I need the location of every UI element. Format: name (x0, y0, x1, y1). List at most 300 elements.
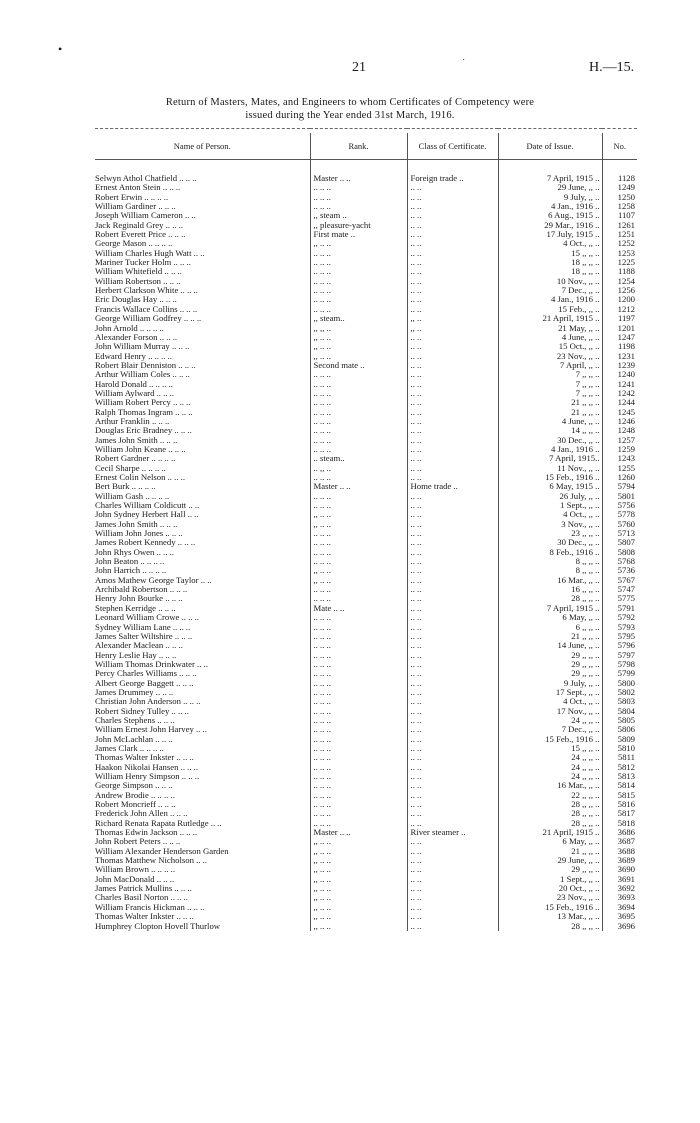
rank: ,, .. .. (310, 903, 407, 912)
table-row (95, 585, 637, 594)
person-name: William Robert Percy .. .. .. (95, 398, 191, 408)
person-name: Robert Moncrieff .. .. .. (95, 800, 176, 810)
table-row (95, 454, 637, 463)
rank: .. .. .. (310, 744, 407, 753)
certificate-number: 3689 (602, 856, 637, 865)
certificate-class: .. .. (407, 837, 498, 846)
certificate-number: 3695 (602, 912, 637, 921)
date-of-issue: 24 ,, ,, .. (498, 763, 602, 772)
rank: .. .. .. (310, 370, 407, 379)
table-row (95, 239, 637, 248)
rank: .. steam.. (310, 454, 407, 463)
date-of-issue: 8 ,, ,, .. (498, 566, 602, 575)
certificate-class: .. .. (407, 305, 498, 314)
person-name: Ralph Thomas Ingram .. .. .. (95, 407, 193, 417)
table-row (95, 632, 637, 641)
certificate-class: .. .. (407, 585, 498, 594)
table-row (95, 594, 637, 603)
certificate-number: 1253 (602, 249, 637, 258)
certificate-class: .. .. (407, 912, 498, 921)
rank: .. .. .. (310, 763, 407, 772)
date-of-issue: 21 ,, ,, .. (498, 398, 602, 407)
table-row (95, 473, 637, 482)
certificate-number: 3688 (602, 847, 637, 856)
certificate-number: 1107 (602, 211, 637, 220)
certificate-number: 1188 (602, 267, 637, 276)
date-of-issue: 6 May, ,, .. (498, 837, 602, 846)
table-row (95, 501, 637, 510)
table-row (95, 660, 637, 669)
date-of-issue: 1 Sept., ,, .. (498, 501, 602, 510)
rank: .. .. .. (310, 735, 407, 744)
person-name: William John Keane .. .. .. (95, 444, 186, 454)
person-name: James Clark .. .. .. .. (95, 743, 164, 753)
person-name: Charles Basil Norton .. .. .. (95, 893, 188, 903)
person-name: Mariner Tucker Holm .. .. .. (95, 258, 191, 268)
certificate-class: .. .. (407, 295, 498, 304)
certificate-class: .. .. (407, 221, 498, 230)
date-of-issue: 21 April, 1915 .. (498, 314, 602, 323)
certificate-class: .. .. (407, 641, 498, 650)
person-name: Bert Burk .. .. .. .. (95, 482, 156, 492)
rank: .. .. .. (310, 426, 407, 435)
date-of-issue: 29 ,, ,, .. (498, 660, 602, 669)
certificate-number: 3693 (602, 893, 637, 902)
table-row (95, 183, 637, 192)
table-row (95, 865, 637, 874)
rank: ,, pleasure-yacht (310, 221, 407, 230)
date-of-issue: 6 May, ,, .. (498, 613, 602, 622)
certificate-class: .. .. (407, 576, 498, 585)
certificate-class: .. .. (407, 893, 498, 902)
date-of-issue: 21 May, ,, .. (498, 324, 602, 333)
table-row (95, 809, 637, 818)
person-name: John Robert Peters .. .. .. (95, 837, 181, 847)
date-of-issue: 23 ,, ,, .. (498, 529, 602, 538)
date-of-issue: 15 ,, ,, .. (498, 249, 602, 258)
person-name: Robert Sidney Tulley .. .. .. (95, 706, 189, 716)
table-row (95, 314, 637, 323)
table-row (95, 791, 637, 800)
person-name: Selwyn Athol Chatfield .. .. .. (95, 174, 197, 183)
certificate-class: .. .. (407, 510, 498, 519)
margin-mark: • (58, 42, 63, 56)
person-name: Cecil Sharpe .. .. .. .. (95, 463, 166, 473)
date-of-issue: 6 ,, ,, .. (498, 623, 602, 632)
certificate-class: .. .. (407, 464, 498, 473)
person-name: Percy Charles Williams .. .. .. (95, 669, 197, 679)
certificate-number: 1255 (602, 464, 637, 473)
certificate-number: 5756 (602, 501, 637, 510)
date-of-issue: 15 ,, ,, .. (498, 744, 602, 753)
certificate-class: .. .. (407, 454, 498, 463)
date-of-issue: 4 June, ,, .. (498, 417, 602, 426)
table-row (95, 669, 637, 678)
certificate-number: 1243 (602, 454, 637, 463)
certificate-class: .. .. (407, 688, 498, 697)
table-row (95, 604, 637, 613)
date-of-issue: 11 Nov., ,, .. (498, 464, 602, 473)
person-name: Charles Stephens .. .. .. (95, 715, 175, 725)
certificate-class: .. .. (407, 548, 498, 557)
certificate-class: .. .. (407, 352, 498, 361)
table-row (95, 342, 637, 351)
certificate-class: .. .. (407, 520, 498, 529)
date-of-issue: 15 Feb., 1916 .. (498, 473, 602, 482)
certificate-number: 5813 (602, 772, 637, 781)
certificate-number: 1256 (602, 286, 637, 295)
rank: .. .. .. (310, 436, 407, 445)
certificate-class: ,, .. (407, 324, 498, 333)
certificate-class: .. .. (407, 492, 498, 501)
certificate-number: 5792 (602, 613, 637, 622)
person-name: Jack Reginald Grey .. .. .. (95, 220, 184, 230)
certificate-number: 5811 (602, 753, 637, 762)
date-of-issue: 4 Oct., ,, .. (498, 239, 602, 248)
certificate-number: 5747 (602, 585, 637, 594)
certificate-number: 3696 (602, 922, 637, 931)
table-row (95, 211, 637, 220)
certificate-class: Home trade .. (407, 482, 498, 491)
table-row (95, 389, 637, 398)
rank: .. .. .. (310, 295, 407, 304)
title-line-2: issued during the Year ended 31st March, 1916. (245, 110, 455, 121)
rank: .. .. .. (310, 538, 407, 547)
certificate-class: .. .. (407, 922, 498, 931)
date-of-issue: 15 Oct., ,, .. (498, 342, 602, 351)
certificate-number: 5798 (602, 660, 637, 669)
table-row (95, 641, 637, 650)
person-name: William Aylward .. .. .. (95, 388, 174, 398)
certificate-class: .. .. (407, 566, 498, 575)
certificate-class: .. .. (407, 594, 498, 603)
person-name: Haakon Nikolai Hansen .. .. .. (95, 762, 199, 772)
certificate-number: 3692 (602, 884, 637, 893)
rank: ,, .. .. (310, 912, 407, 921)
page-header (0, 60, 700, 80)
date-of-issue: 8 Feb., 1916 .. (498, 548, 602, 557)
date-of-issue: 18 ,, ,, .. (498, 267, 602, 276)
date-of-issue: 6 Aug., 1915 .. (498, 211, 602, 220)
date-of-issue: 4 Oct., ,, .. (498, 697, 602, 706)
date-of-issue: 21 April, 1915 .. (498, 828, 602, 837)
rank: .. .. .. (310, 594, 407, 603)
rank: .. .. .. (310, 781, 407, 790)
table-row (95, 697, 637, 706)
person-name: Andrew Brodie .. .. .. .. (95, 790, 175, 800)
date-of-issue: 4 Jan., 1916 .. (498, 202, 602, 211)
date-of-issue: 23 Nov., ,, .. (498, 893, 602, 902)
person-name: John Harrich .. .. .. .. (95, 566, 167, 576)
person-name: Frederick John Allen .. .. .. (95, 809, 188, 819)
certificate-class: .. .. (407, 819, 498, 828)
date-of-issue: 16 Mar., ,, .. (498, 576, 602, 585)
certificate-number: 5818 (602, 819, 637, 828)
person-name: Robert Blair Denniston .. .. .. (95, 360, 196, 370)
person-name: George Mason .. .. .. .. (95, 239, 173, 249)
table-row (95, 398, 637, 407)
person-name: Archibald Robertson .. .. .. (95, 585, 188, 595)
date-of-issue: 20 Oct., ,, .. (498, 884, 602, 893)
date-of-issue: 18 ,, ,, .. (498, 258, 602, 267)
rank: ,, steam .. (310, 211, 407, 220)
table-spacer (95, 160, 637, 175)
certificate-number: 3686 (602, 828, 637, 837)
certificates-table (95, 128, 637, 931)
person-name: James John Smith .. .. .. (95, 435, 178, 445)
rank: .. .. .. (310, 651, 407, 660)
table-header-row (95, 133, 637, 160)
certificate-number: 5810 (602, 744, 637, 753)
certificate-number: 5796 (602, 641, 637, 650)
rank: .. .. .. (310, 277, 407, 286)
date-of-issue: 29 Mar., 1916 .. (498, 221, 602, 230)
table-row (95, 305, 637, 314)
rank: ,, .. .. (310, 856, 407, 865)
rank: .. .. .. (310, 679, 407, 688)
date-of-issue: 13 Mar., ,, .. (498, 912, 602, 921)
rank: .. .. .. (310, 202, 407, 211)
date-of-issue: 7 April, 1915.. (498, 454, 602, 463)
table-row (95, 613, 637, 622)
rank: .. .. .. (310, 688, 407, 697)
date-of-issue: 8 ,, ,, .. (498, 557, 602, 566)
certificate-class: .. .. (407, 772, 498, 781)
rank: .. .. .. (310, 380, 407, 389)
person-name: Arthur Franklin .. .. .. (95, 416, 170, 426)
rank: ,, .. .. (310, 352, 407, 361)
table-row (95, 258, 637, 267)
rank: .. .. .. (310, 669, 407, 678)
person-name: John Arnold .. .. .. .. (95, 323, 164, 333)
table-row (95, 847, 637, 856)
certificate-class: .. .. (407, 380, 498, 389)
person-name: Stephen Kerridge .. .. .. (95, 603, 176, 613)
certificate-number: 5803 (602, 697, 637, 706)
rank: .. .. .. (310, 193, 407, 202)
rank: ,, .. .. (310, 576, 407, 585)
person-name: William Thomas Drinkwater .. .. (95, 659, 208, 669)
table-row (95, 408, 637, 417)
certificate-number: 5775 (602, 594, 637, 603)
person-name: William Gash .. .. .. .. (95, 491, 170, 501)
rank: ,, steam.. (310, 314, 407, 323)
certificate-number: 1198 (602, 342, 637, 351)
rank: ,, .. .. (310, 342, 407, 351)
date-of-issue: 4 Jan., 1916 .. (498, 295, 602, 304)
certificate-number: 5768 (602, 557, 637, 566)
rank: .. .. .. (310, 267, 407, 276)
table-row (95, 576, 637, 585)
table-row (95, 492, 637, 501)
rank: .. .. .. (310, 819, 407, 828)
person-name: William Whitefield .. .. .. (95, 267, 182, 277)
date-of-issue: 22 ,, ,, .. (498, 791, 602, 800)
table-row (95, 623, 637, 632)
rank: ,, .. .. (310, 865, 407, 874)
date-of-issue: 7 Dec., ,, .. (498, 286, 602, 295)
table-row (95, 566, 637, 575)
rank: .. .. .. (310, 809, 407, 818)
date-of-issue: 29 June, ,, .. (498, 183, 602, 192)
person-name: Thomas Walter Inkster .. .. .. (95, 912, 194, 922)
rank: .. .. .. (310, 398, 407, 407)
table-row (95, 548, 637, 557)
date-of-issue: 21 ,, ,, .. (498, 408, 602, 417)
date-of-issue: 15 Feb., 1916 .. (498, 903, 602, 912)
certificate-class: .. .. (407, 445, 498, 454)
page-number: 21 (352, 60, 366, 75)
certificate-class: .. .. (407, 529, 498, 538)
date-of-issue: 24 ,, ,, .. (498, 772, 602, 781)
rank: ,, ,, .. (310, 324, 407, 333)
person-name: Alexander Forson .. .. .. (95, 332, 178, 342)
column-header-number: No. (602, 133, 637, 160)
rank: Master .. .. (310, 174, 407, 183)
person-name: Thomas Walter Inkster .. .. .. (95, 753, 194, 763)
certificate-class: .. .. (407, 800, 498, 809)
table-row (95, 557, 637, 566)
rank: .. .. .. (310, 408, 407, 417)
person-name: Henry John Bourke .. .. .. (95, 594, 183, 604)
person-name: Francis Wallace Collins .. .. .. (95, 304, 198, 314)
certificate-class: .. .. (407, 183, 498, 192)
certificate-class: .. .. (407, 623, 498, 632)
certificate-number: 3687 (602, 837, 637, 846)
person-name: Alexander Maclean .. .. .. (95, 641, 183, 651)
person-name: William Brown .. .. .. .. (95, 865, 176, 875)
rank: First mate .. (310, 230, 407, 239)
rank: ,, .. .. (310, 520, 407, 529)
table-row (95, 436, 637, 445)
table-row (95, 781, 637, 790)
rank: ,, .. .. (310, 875, 407, 884)
certificate-number: 5814 (602, 781, 637, 790)
person-name: James Drummey .. .. .. (95, 687, 174, 697)
column-header-name: Name of Person. (95, 133, 310, 160)
table-row (95, 352, 637, 361)
certificate-number: 5809 (602, 735, 637, 744)
person-name: Henry Leslie Hay .. .. .. (95, 650, 177, 660)
date-of-issue: 3 Nov., ,, .. (498, 520, 602, 529)
person-name: Thomas Edwin Jackson .. .. .. (95, 828, 198, 838)
certificate-class: .. .. (407, 193, 498, 202)
certificate-number: 5736 (602, 566, 637, 575)
certificate-number: 5812 (602, 763, 637, 772)
page-title (60, 96, 640, 122)
table-row (95, 903, 637, 912)
rank: .. .. .. (310, 800, 407, 809)
person-name: Harold Donald .. .. .. .. (95, 379, 173, 389)
certificate-number: 1254 (602, 277, 637, 286)
table-row (95, 445, 637, 454)
certificate-class: .. .. (407, 791, 498, 800)
table-row (95, 716, 637, 725)
certificate-number: 5800 (602, 679, 637, 688)
certificate-class: .. .. (407, 239, 498, 248)
date-of-issue: 10 Nov., ,, .. (498, 277, 602, 286)
person-name: Edward Henry .. .. .. .. (95, 351, 172, 361)
certificate-number: 5801 (602, 492, 637, 501)
certificate-class: .. .. (407, 632, 498, 641)
certificate-number: 5793 (602, 623, 637, 632)
date-of-issue: 30 Dec., ,, .. (498, 538, 602, 547)
rank: ,, .. .. (310, 239, 407, 248)
date-of-issue: 7 April, 1915 .. (498, 174, 602, 183)
person-name: Thomas Matthew Nicholson .. .. (95, 856, 207, 866)
person-name: James Patrick Mullins .. .. .. (95, 884, 192, 894)
certificate-number: 1239 (602, 361, 637, 370)
certificate-class: .. .. (407, 473, 498, 482)
person-name: Joseph William Cameron .. .. (95, 211, 196, 221)
certificate-number: 3690 (602, 865, 637, 874)
certificate-class: .. .. (407, 361, 498, 370)
certificate-class: .. .. (407, 342, 498, 351)
certificate-number: 1212 (602, 305, 637, 314)
rank: .. .. .. (310, 641, 407, 650)
certificate-class: .. .. (407, 847, 498, 856)
certificate-class: .. .. (407, 753, 498, 762)
person-name: Eric Douglas Hay .. .. .. (95, 295, 177, 305)
table-row (95, 510, 637, 519)
table-row (95, 202, 637, 211)
person-name: Robert Erwin .. .. .. .. (95, 192, 169, 202)
certificate-number: 1246 (602, 417, 637, 426)
certificate-number: 5807 (602, 538, 637, 547)
rank: .. .. .. (310, 417, 407, 426)
date-of-issue: 26 July, ,, .. (498, 492, 602, 501)
table-row (95, 744, 637, 753)
table-row (95, 763, 637, 772)
certificate-class: .. .. (407, 426, 498, 435)
date-of-issue: 28 ,, ,, .. (498, 800, 602, 809)
person-name: Robert Everett Price .. .. .. (95, 230, 186, 240)
certificate-number: 1244 (602, 398, 637, 407)
date-of-issue: 28 ,, ,, .. (498, 922, 602, 931)
date-of-issue: 9 July, ,, .. (498, 193, 602, 202)
certificate-number: 1197 (602, 314, 637, 323)
date-of-issue: 16 ,, ,, .. (498, 585, 602, 594)
certificate-number: 1249 (602, 183, 637, 192)
certificate-class: .. .. (407, 707, 498, 716)
certificate-class: Foreign trade .. (407, 174, 498, 183)
person-name: Douglas Eric Bradney .. .. .. (95, 426, 192, 436)
person-name: John Beaton .. .. .. .. (95, 557, 165, 567)
rank: .. .. .. (310, 632, 407, 641)
certificate-class: .. .. (407, 604, 498, 613)
certificate-number: 1259 (602, 445, 637, 454)
column-header-date: Date of Issue. (498, 133, 602, 160)
date-of-issue: 6 May, 1915 .. (498, 482, 602, 491)
certificate-class: .. .. (407, 389, 498, 398)
certificate-class: .. .. (407, 744, 498, 753)
certificate-class: .. .. (407, 735, 498, 744)
table-row (95, 426, 637, 435)
rank: .. .. .. (310, 529, 407, 538)
date-of-issue: 17 Sept., ,, .. (498, 688, 602, 697)
date-of-issue: 1 Sept., ,, .. (498, 875, 602, 884)
certificate-number: 1252 (602, 239, 637, 248)
rank: .. .. .. (310, 492, 407, 501)
certificate-number: 5799 (602, 669, 637, 678)
table-row (95, 819, 637, 828)
person-name: Charles William Coldicutt .. .. (95, 501, 200, 511)
table-row (95, 529, 637, 538)
certificate-class: .. .. (407, 781, 498, 790)
header-mark: ˙ (462, 58, 466, 69)
date-of-issue: 21 ,, ,, .. (498, 632, 602, 641)
certificate-class: .. .. (407, 370, 498, 379)
